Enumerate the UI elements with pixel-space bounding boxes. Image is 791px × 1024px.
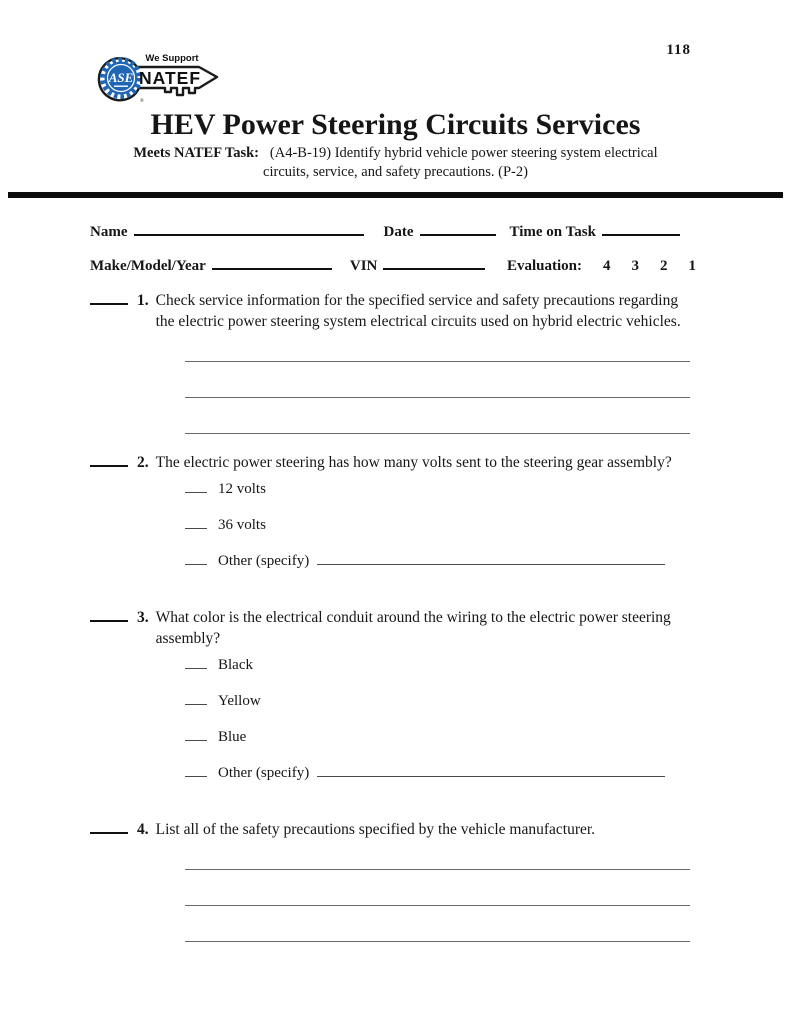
answer-line — [185, 362, 690, 398]
task-text-1: (A4-B-19) Identify hybrid vehicle power steering system electrical — [269, 145, 658, 161]
question-text: Check service information for the specified service and safety precautions regarding the electric power steering system electrical circuits used on hybrid electric vehicles. — [155, 292, 681, 330]
form-row-1 — [90, 222, 696, 241]
question-number: 1. — [137, 292, 149, 309]
option-check-blank — [185, 765, 207, 777]
question-row — [90, 452, 791, 473]
date-blank — [420, 222, 496, 236]
evaluation-value: 1 — [688, 258, 696, 274]
option-list — [185, 481, 665, 589]
task-subtitle-line1 — [0, 144, 791, 163]
grade-blank — [90, 820, 128, 834]
specify-answer-line — [317, 553, 665, 565]
page-header — [0, 0, 791, 104]
option-row — [185, 553, 665, 589]
make-model-year-label: Make/Model/Year — [90, 258, 206, 274]
option-label: Black — [218, 657, 253, 673]
option-list — [185, 657, 665, 801]
grade-blank — [90, 608, 128, 622]
natef-text: NATEF — [138, 68, 202, 88]
option-row — [185, 765, 665, 801]
option-check-blank — [185, 693, 207, 705]
answer-line — [185, 870, 690, 906]
task-subtitle-line2 — [0, 163, 791, 182]
option-check-blank — [185, 517, 207, 529]
form-row-2 — [90, 256, 696, 275]
answer-line — [185, 398, 690, 434]
question-row — [90, 819, 791, 840]
question-block — [0, 452, 791, 589]
we-support-text: We Support — [145, 53, 199, 64]
grade-blank — [90, 291, 128, 305]
option-row — [185, 517, 665, 553]
question-block — [0, 290, 791, 434]
name-blank — [134, 222, 364, 236]
option-check-blank — [185, 657, 207, 669]
make-model-year-blank — [212, 256, 332, 270]
page-number: 118 — [666, 42, 691, 58]
option-label: 36 volts — [218, 517, 266, 533]
question-row — [90, 290, 791, 332]
task-text-2: circuits, service, and safety precautions. (P-2) — [263, 164, 528, 180]
question-text: The electric power steering has how many volts sent to the steering gear assembly? — [155, 454, 672, 471]
question-number: 4. — [137, 821, 149, 838]
evaluation-label: Evaluation: — [506, 258, 582, 274]
option-label: Yellow — [218, 693, 261, 709]
question-block — [0, 819, 791, 942]
time-on-task-label: Time on Task — [509, 224, 596, 240]
registered-mark: ® — [140, 99, 144, 104]
time-on-task-blank — [602, 222, 680, 236]
option-label: Blue — [218, 729, 247, 745]
option-row — [185, 729, 665, 765]
question-number: 3. — [137, 609, 149, 626]
evaluation-value: 3 — [631, 258, 639, 274]
option-label: 12 volts — [218, 481, 266, 497]
page-title: HEV Power Steering Circuits Services — [150, 108, 641, 141]
option-check-blank — [185, 553, 207, 565]
option-row — [185, 481, 665, 517]
date-label: Date — [383, 224, 414, 240]
option-check-blank — [185, 481, 207, 493]
option-row — [185, 657, 665, 693]
option-check-blank — [185, 729, 207, 741]
option-label: Other (specify) — [218, 765, 310, 781]
questions-section — [0, 290, 791, 942]
vin-blank — [383, 256, 485, 270]
question-number: 2. — [137, 454, 149, 471]
question-text: What color is the electrical conduit around the wiring to the electric power steering assembly? — [155, 609, 671, 647]
question-row — [90, 607, 791, 649]
question-text: List all of the safety precautions specified by the vehicle manufacturer. — [155, 821, 596, 838]
evaluation-scale — [582, 258, 696, 275]
evaluation-value: 2 — [660, 258, 668, 274]
task-label: Meets NATEF Task: — [133, 145, 260, 161]
answer-lines — [185, 326, 690, 434]
name-label: Name — [90, 224, 128, 240]
evaluation-value: 4 — [603, 258, 611, 274]
option-label: Other (specify) — [218, 553, 310, 569]
question-block — [0, 607, 791, 801]
form-section — [90, 222, 696, 275]
option-row — [185, 693, 665, 729]
header-divider — [8, 192, 783, 198]
grade-blank — [90, 453, 128, 467]
specify-answer-line — [317, 765, 665, 777]
vin-label: VIN — [349, 258, 378, 274]
answer-lines — [185, 834, 690, 942]
natef-key-logo — [93, 40, 225, 106]
answer-line — [185, 906, 690, 942]
ase-text: ASE — [108, 70, 134, 85]
